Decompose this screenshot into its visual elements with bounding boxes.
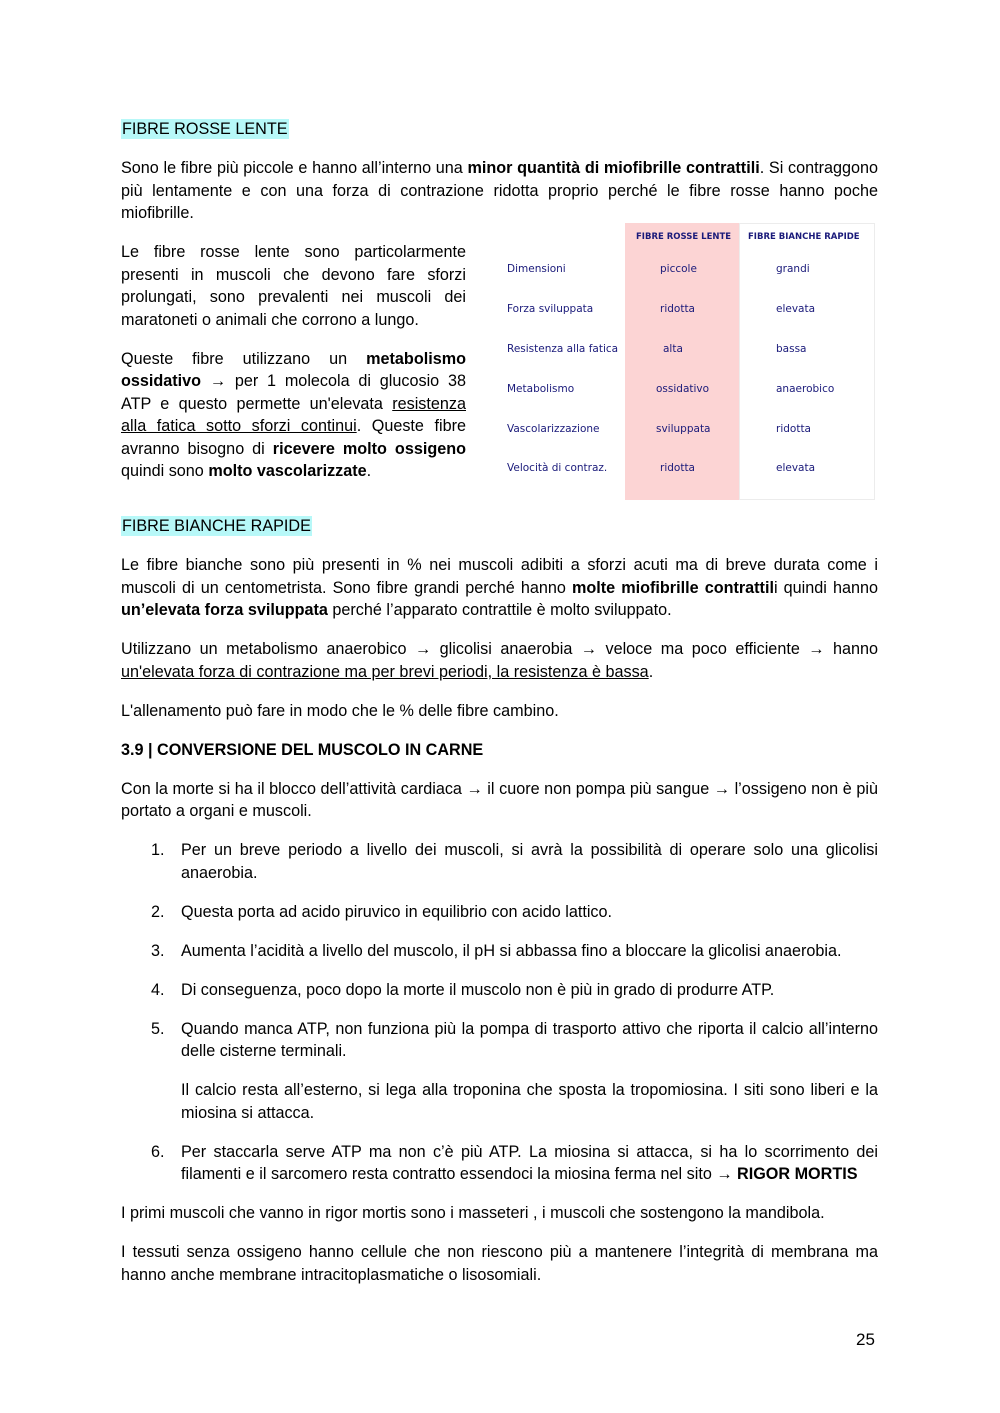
paragraph-masseteri: I primi muscoli che vanno in rigor mortis sono i masseteri , i muscoli che sostengono la mandibola. bbox=[121, 1204, 825, 1222]
table-cell-bianche: elevata bbox=[776, 462, 816, 474]
table-cell-rosse: piccole bbox=[660, 263, 697, 275]
fibre-comparison-block bbox=[121, 232, 878, 505]
list-item-number: 2. bbox=[151, 902, 165, 921]
list-item-text: Di conseguenza, poco dopo la morte il muscolo non è più in grado di produrre ATP. bbox=[181, 980, 775, 999]
table-cell-bianche: grandi bbox=[776, 263, 810, 275]
list-item-number: 4. bbox=[151, 980, 165, 999]
paragraph-fibre-bianche-metabolismo: Utilizzano un metabolismo anaerobico → glicolisi anaerobia → veloce ma poco efficiente → hanno un'elevata forza di contrazione ma per brevi periodi, la resistenza è bassa. bbox=[121, 640, 878, 681]
fibre-rosse-text-column bbox=[121, 241, 466, 499]
paragraph-fibre-rosse-metabolismo: Queste fibre utilizzano un metabolismo ossidativo → per 1 molecola di glucosio 38 ATP e questo permette un'elevata resistenza alla fatica sotto sforzi continui. Queste fibre avranno bisogno di ricevere molto ossigeno quindi sono molto vascolarizzate. bbox=[121, 349, 466, 480]
table-row-label: Metabolismo bbox=[507, 383, 575, 395]
conversione-steps-list bbox=[121, 839, 878, 1186]
table-cell-rosse: ridotta bbox=[660, 303, 695, 315]
table-row-label: Vascolarizzazione bbox=[507, 423, 600, 435]
list-item bbox=[121, 979, 878, 1002]
list-item-text: Per un breve periodo a livello dei muscoli, si avrà la possibilità di operare solo una glicolisi anaerobia. bbox=[181, 841, 878, 882]
document-page bbox=[121, 118, 878, 1303]
table-row-label: Resistenza alla fatica bbox=[507, 343, 619, 355]
paragraph-conversione-intro: Con la morte si ha il blocco dell’attività cardiaca → il cuore non pompa più sangue → l’ossigeno non è più portato a organi e muscoli. bbox=[121, 779, 878, 820]
table-cell-rosse: sviluppata bbox=[656, 423, 711, 435]
list-item bbox=[121, 1141, 878, 1186]
section-heading-fibre-bianche: FIBRE BIANCHE RAPIDE bbox=[122, 517, 311, 535]
paragraph-tessuti: I tessuti senza ossigeno hanno cellule che non riescono più a mantenere l’integrità di membrana ma hanno anche membrane intracitoplasmatiche o lisosomiali. bbox=[121, 1243, 878, 1284]
list-item-text: Questa porta ad acido piruvico in equilibrio con acido lattico. bbox=[181, 902, 613, 921]
table-header-rosse: FIBRE ROSSE LENTE bbox=[636, 232, 732, 242]
table-cell-bianche: anaerobico bbox=[776, 383, 835, 395]
list-item-text: Quando manca ATP, non funziona più la pompa di trasporto attivo che riporta il calcio all’interno delle cisterne terminali. bbox=[181, 1019, 878, 1060]
table-row-label: Velocità di contraz. bbox=[507, 462, 608, 474]
list-item-text: Per staccarla serve ATP ma non c’è più ATP. La miosina si attacca, si ha lo scorrimento dei filamenti e il sarcomero resta contratto essendoci la miosina ferma nel sito → RIGOR MORTIS bbox=[181, 1142, 878, 1183]
table-cell-rosse: ridotta bbox=[660, 462, 695, 474]
table-cell-bianche: elevata bbox=[776, 303, 816, 315]
list-item bbox=[121, 839, 878, 884]
table-cell-bianche: bassa bbox=[776, 343, 807, 355]
paragraph-fibre-rosse-intro: Sono le fibre più piccole e hanno all’interno una minor quantità di miofibrille contrattili. Si contraggono più lentamente e con una forza di contrazione ridotta proprio perché le fibre rosse hanno poche miofibrille. bbox=[121, 159, 878, 222]
list-item bbox=[121, 901, 878, 924]
table-row-label: Dimensioni bbox=[507, 263, 566, 275]
list-item-text-continued: Il calcio resta all’esterno, si lega alla troponina che sposta la tropomiosina. I siti sono liberi e la miosina si attacca. bbox=[181, 1081, 878, 1122]
list-item-text: Aumenta l’acidità a livello del muscolo, il pH si abbassa fino a bloccare la glicolisi anaerobia. bbox=[181, 941, 842, 960]
section-heading-conversione: 3.9 | CONVERSIONE DEL MUSCOLO IN CARNE bbox=[121, 740, 484, 759]
paragraph-fibre-rosse-muscoli: Le fibre rosse lente sono particolarmente presenti in muscoli che devono fare sforzi prolungati, sono prevalenti nei muscoli dei maratoneti o animali che corrono a lungo. bbox=[121, 243, 466, 329]
table-cell-rosse: alta bbox=[663, 343, 683, 355]
paragraph-allenamento: L'allenamento può fare in modo che le % delle fibre cambino. bbox=[121, 701, 559, 720]
list-item bbox=[121, 940, 878, 963]
list-item bbox=[121, 1018, 878, 1125]
fibre-comparison-table bbox=[501, 223, 877, 500]
table-cell-rosse: ossidativo bbox=[656, 383, 710, 395]
table-header-bianche: FIBRE BIANCHE RAPIDE bbox=[748, 232, 860, 242]
list-item-number: 1. bbox=[151, 841, 165, 859]
list-item-number: 3. bbox=[151, 941, 165, 960]
page-number: 25 bbox=[856, 1330, 875, 1349]
table-cell-bianche: ridotta bbox=[776, 423, 811, 435]
paragraph-fibre-bianche-intro: Le fibre bianche sono più presenti in % nei muscoli adibiti a sforzi acuti ma di breve durata come i muscoli di un centometrista. Sono fibre grandi perché hanno molte miofibrille contrattili quindi hanno un’elevata forza sviluppata perché l’apparato contrattile è molto sviluppato. bbox=[121, 556, 878, 619]
list-item-number: 6. bbox=[151, 1142, 165, 1161]
section-heading-fibre-rosse: FIBRE ROSSE LENTE bbox=[122, 120, 288, 138]
table-row-label: Forza sviluppata bbox=[507, 303, 594, 315]
list-item-number: 5. bbox=[151, 1019, 165, 1038]
